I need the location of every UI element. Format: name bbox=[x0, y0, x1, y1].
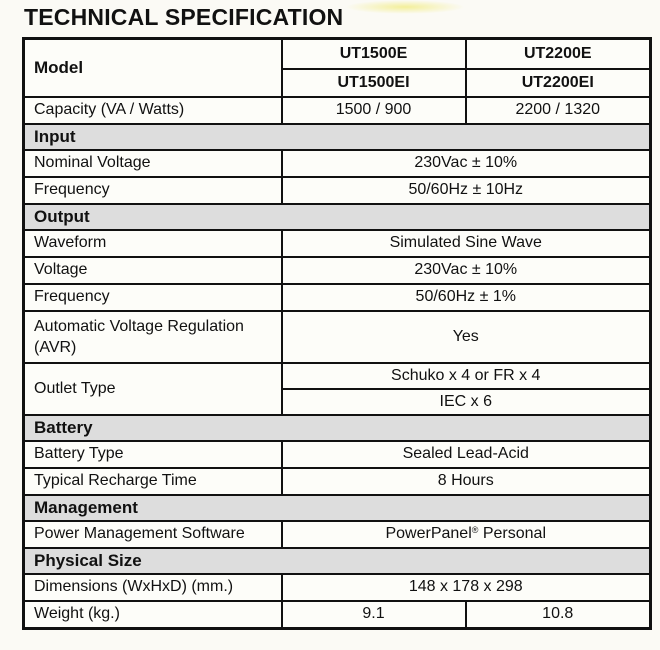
section-physical-title: Physical Size bbox=[24, 548, 651, 574]
capacity-label: Capacity (VA / Watts) bbox=[24, 97, 282, 124]
output-voltage-row bbox=[24, 257, 651, 284]
input-frequency-row bbox=[24, 177, 651, 204]
nominal-voltage-row bbox=[24, 150, 651, 177]
section-management-title: Management bbox=[24, 495, 651, 521]
battery-type-row bbox=[24, 441, 651, 468]
software-suffix: Personal bbox=[478, 525, 546, 542]
registered-mark: ® bbox=[471, 525, 479, 535]
waveform-label: Waveform bbox=[24, 230, 282, 257]
page-title: TECHNICAL SPECIFICATION bbox=[24, 4, 344, 30]
outlet-value-iec: IEC x 6 bbox=[282, 389, 651, 415]
capacity-row bbox=[24, 97, 651, 124]
battery-type-label: Battery Type bbox=[24, 441, 282, 468]
weight-row bbox=[24, 601, 651, 629]
section-physical bbox=[24, 548, 651, 574]
section-battery bbox=[24, 415, 651, 441]
waveform-row bbox=[24, 230, 651, 257]
avr-label: Automatic Voltage Regulation (AVR) bbox=[24, 311, 282, 363]
avr-row bbox=[24, 311, 651, 363]
capacity-model2: 2200 / 1320 bbox=[466, 97, 651, 124]
outlet-label: Outlet Type bbox=[24, 363, 282, 415]
dimensions-value: 148 x 178 x 298 bbox=[282, 574, 651, 601]
dimensions-row bbox=[24, 574, 651, 601]
nominal-voltage-value: 230Vac ± 10% bbox=[282, 150, 651, 177]
model1-name-alt: UT1500EI bbox=[282, 69, 466, 97]
section-output bbox=[24, 204, 651, 230]
output-voltage-label: Voltage bbox=[24, 257, 282, 284]
avr-value: Yes bbox=[282, 311, 651, 363]
software-label: Power Management Software bbox=[24, 521, 282, 548]
weight-label: Weight (kg.) bbox=[24, 601, 282, 629]
section-output-title: Output bbox=[24, 204, 651, 230]
outlet-value-schuko: Schuko x 4 or FR x 4 bbox=[282, 363, 651, 389]
capacity-model1: 1500 / 900 bbox=[282, 97, 466, 124]
waveform-value: Simulated Sine Wave bbox=[282, 230, 651, 257]
battery-type-value: Sealed Lead-Acid bbox=[282, 441, 651, 468]
dimensions-label: Dimensions (WxHxD) (mm.) bbox=[24, 574, 282, 601]
recharge-time-row bbox=[24, 468, 651, 495]
software-row bbox=[24, 521, 651, 548]
input-frequency-value: 50/60Hz ± 10Hz bbox=[282, 177, 651, 204]
weight-model2: 10.8 bbox=[466, 601, 651, 629]
nominal-voltage-label: Nominal Voltage bbox=[24, 150, 282, 177]
model2-name-alt: UT2200EI bbox=[466, 69, 651, 97]
output-frequency-row bbox=[24, 284, 651, 311]
model2-name: UT2200E bbox=[466, 39, 651, 69]
output-frequency-value: 50/60Hz ± 1% bbox=[282, 284, 651, 311]
input-frequency-label: Frequency bbox=[24, 177, 282, 204]
outlet-row bbox=[24, 363, 651, 389]
software-value bbox=[282, 521, 651, 548]
software-name: PowerPanel bbox=[385, 525, 472, 542]
output-voltage-value: 230Vac ± 10% bbox=[282, 257, 651, 284]
section-management bbox=[24, 495, 651, 521]
model-row bbox=[24, 39, 651, 69]
spec-table bbox=[22, 37, 652, 630]
weight-model1: 9.1 bbox=[282, 601, 466, 629]
section-input bbox=[24, 124, 651, 150]
recharge-time-value: 8 Hours bbox=[282, 468, 651, 495]
section-input-title: Input bbox=[24, 124, 651, 150]
recharge-time-label: Typical Recharge Time bbox=[24, 468, 282, 495]
paper-stain bbox=[345, 0, 465, 14]
output-frequency-label: Frequency bbox=[24, 284, 282, 311]
model-label: Model bbox=[24, 39, 282, 97]
model1-name: UT1500E bbox=[282, 39, 466, 69]
section-battery-title: Battery bbox=[24, 415, 651, 441]
